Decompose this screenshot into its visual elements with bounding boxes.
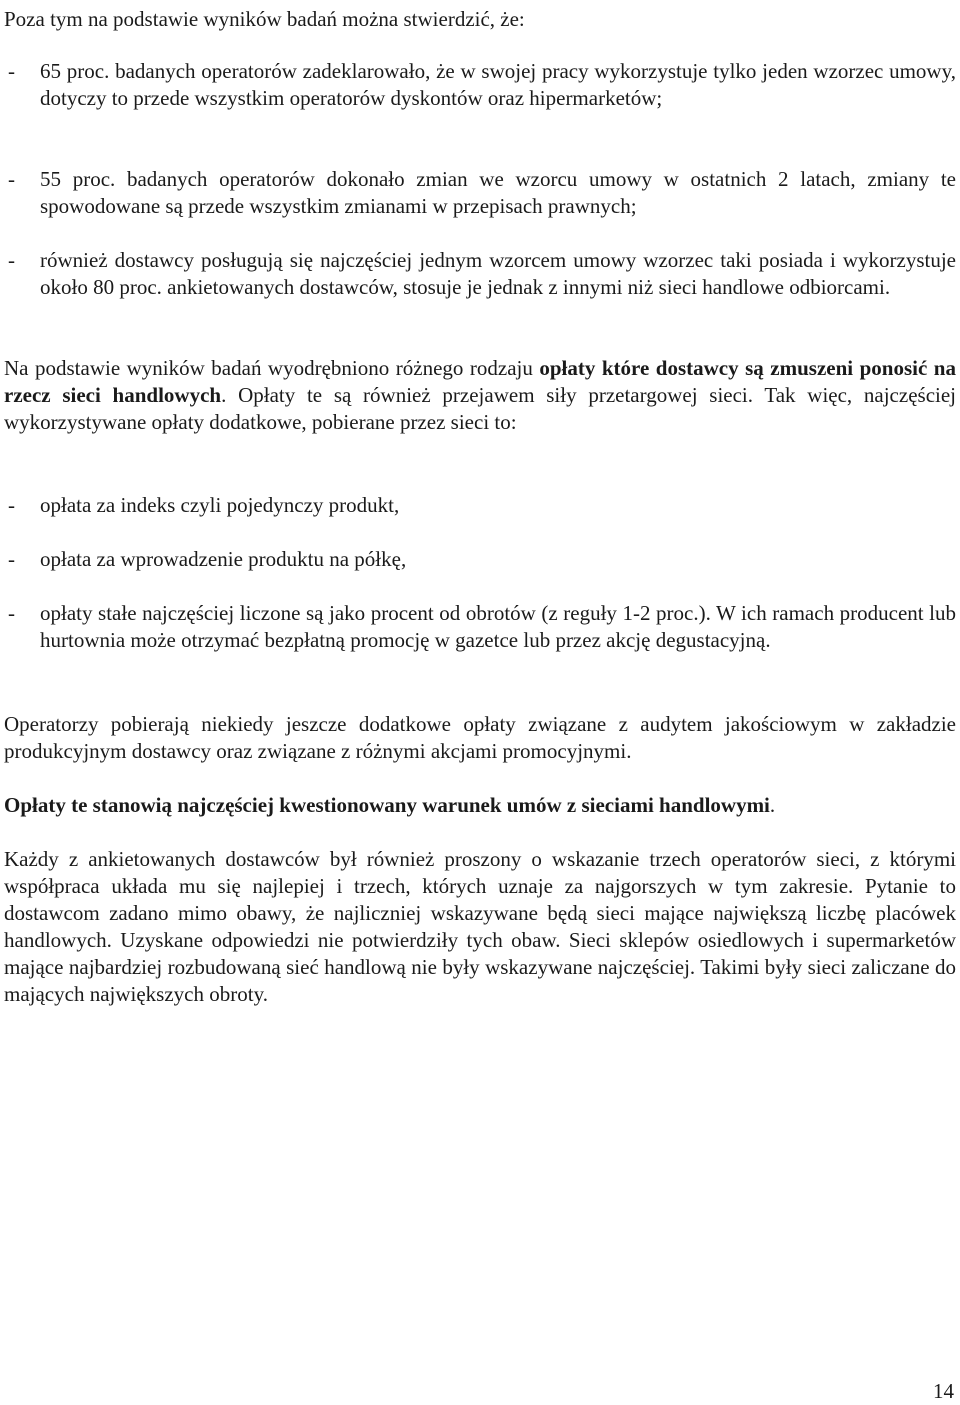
list-item-text: 65 proc. badanych operatorów zadeklarowało, że w swojej pracy wykorzystuje tylko jeden wzorzec umowy, dotyczy to przede wszystkim operatorów dyskontów oraz hipermarketów; <box>40 59 956 110</box>
list-item-text: opłaty stałe najczęściej liczone są jako procent od obrotów (z reguły 1-2 proc.). W ich ramach producent lub hurtownia może otrzymać bezpłatną promocję w gazetce lub przez akcję degustacyjną. <box>40 601 956 652</box>
bullet-dash: - <box>8 167 15 191</box>
fees-text-start: Na podstawie wyników badań wyodrębniono różnego rodzaju <box>4 356 540 380</box>
bullet-dash: - <box>8 547 15 571</box>
bullet-dash: - <box>8 493 15 517</box>
list-item-text: opłata za indeks czyli pojedynczy produkt, <box>40 493 400 517</box>
statement-bold-text: Opłaty te stanowią najczęściej kwestionowany warunek umów z sieciami handlowymi <box>4 793 770 817</box>
list-item <box>4 166 956 220</box>
fees-paragraph <box>4 355 956 436</box>
bullet-dash: - <box>8 248 15 272</box>
bullet-dash: - <box>8 601 15 625</box>
intro-paragraph: Poza tym na podstawie wyników badań można stwierdzić, że: <box>4 7 525 31</box>
list-item <box>4 58 956 112</box>
page-number: 14 <box>933 1379 954 1403</box>
list-item <box>4 600 956 654</box>
list-item <box>4 546 956 573</box>
fees-text-end: . Opłaty te są również przejawem siły przetargowej sieci. Tak więc, najczęściej wykorzystywane opłaty dodatkowe, pobierane przez sieci to: <box>4 383 956 434</box>
list-item <box>4 492 956 519</box>
bullet-dash: - <box>8 59 15 83</box>
survey-paragraph: Każdy z ankietowanych dostawców był również proszony o wskazanie trzech operatorów sieci, z którymi współpraca układa mu się najlepiej i trzech, których uznaje za najgorszych w tym zakresie. Pytanie to dostawcom zadano mimo obawy, że najliczniej wskazywane będą sieci mające największą liczbę placówek handlowych. Uzyskane odpowiedzi nie potwierdziły tych obaw. Sieci sklepów osiedlowych i supermarketów mające najbardziej rozbudowaną sieć handlową nie były wskazywane najczęściej. Takimi były sieci zaliczane do mających największych obroty. <box>4 847 956 1006</box>
list-item-text: 55 proc. badanych operatorów dokonało zmian we wzorcu umowy w ostatnich 2 latach, zmiany te spowodowane są przede wszystkim zmianami w przepisach prawnych; <box>40 167 956 218</box>
fees-bold-text: opłaty które dostawcy są zmuszeni ponosić na rzecz sieci handlowych <box>4 356 956 407</box>
statement-period: . <box>769 793 776 817</box>
statement-paragraph <box>4 792 956 819</box>
list-item <box>4 247 956 301</box>
list-item-text: opłata za wprowadzenie produktu na półkę, <box>40 547 407 571</box>
audit-paragraph: Operatorzy pobierają niekiedy jeszcze dodatkowe opłaty związane z audytem jakościowym w zakładzie produkcyjnym dostawcy oraz związane z różnymi akcjami promocyjnymi. <box>4 712 956 763</box>
list-item-text: również dostawcy posługują się najczęściej jednym wzorcem umowy wzorzec taki posiada i wykorzystuje około 80 proc. ankietowanych dostawców, stosuje je jednak z innymi niż sieci handlowe odbiorcami. <box>40 248 956 299</box>
